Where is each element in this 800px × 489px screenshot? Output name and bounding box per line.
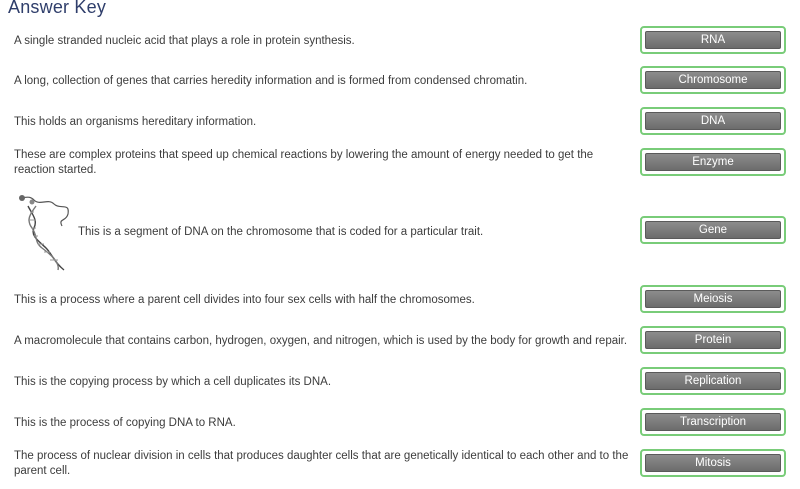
answer-button[interactable]: Transcription bbox=[645, 413, 781, 431]
answer-button[interactable]: RNA bbox=[645, 31, 781, 49]
answer-slot[interactable] bbox=[640, 408, 786, 436]
page-title: Answer Key bbox=[8, 0, 107, 17]
row-description: This is the process of copying DNA to RNA. bbox=[14, 417, 236, 429]
answer-slot[interactable] bbox=[640, 148, 786, 176]
answer-slot[interactable] bbox=[640, 449, 786, 477]
answer-button[interactable]: Mitosis bbox=[645, 454, 781, 472]
row-description: This is the copying process by which a cell duplicates its DNA. bbox=[14, 376, 332, 388]
answer-button[interactable]: Enzyme bbox=[645, 153, 781, 171]
answer-button[interactable]: Chromosome bbox=[645, 71, 781, 89]
answer-slot[interactable] bbox=[640, 326, 786, 354]
answer-button[interactable]: Meiosis bbox=[645, 290, 781, 308]
answer-slot[interactable] bbox=[640, 26, 786, 54]
row-description: These are complex proteins that speed up chemical reactions by lowering the amount of energy needed to get the reaction started. bbox=[14, 149, 594, 176]
dna-helix-image bbox=[14, 192, 74, 274]
row-description: A single stranded nucleic acid that plays a role in protein synthesis. bbox=[14, 35, 355, 47]
answer-slot[interactable] bbox=[640, 285, 786, 313]
row-description: This holds an organisms hereditary information. bbox=[14, 116, 257, 128]
row-description: A macromolecule that contains carbon, hydrogen, oxygen, and nitrogen, which is used by the body for growth and repair. bbox=[14, 335, 628, 347]
row-description: This is a segment of DNA on the chromosome that is coded for a particular trait. bbox=[78, 226, 484, 238]
answer-button[interactable]: DNA bbox=[645, 112, 781, 130]
answer-button[interactable]: Replication bbox=[645, 372, 781, 390]
row-description: The process of nuclear division in cells that produces daughter cells that are genetically identical to each other and to the parent cell. bbox=[14, 450, 629, 477]
row-description: A long, collection of genes that carries heredity information and is formed from condensed chromatin. bbox=[14, 75, 528, 87]
answer-slot[interactable] bbox=[640, 367, 786, 395]
row-description: This is a process where a parent cell divides into four sex cells with half the chromosomes. bbox=[14, 294, 475, 306]
answer-slot[interactable] bbox=[640, 66, 786, 94]
answer-slot[interactable] bbox=[640, 216, 786, 244]
answer-button[interactable]: Gene bbox=[645, 221, 781, 239]
answer-button[interactable]: Protein bbox=[645, 331, 781, 349]
answer-slot[interactable] bbox=[640, 107, 786, 135]
